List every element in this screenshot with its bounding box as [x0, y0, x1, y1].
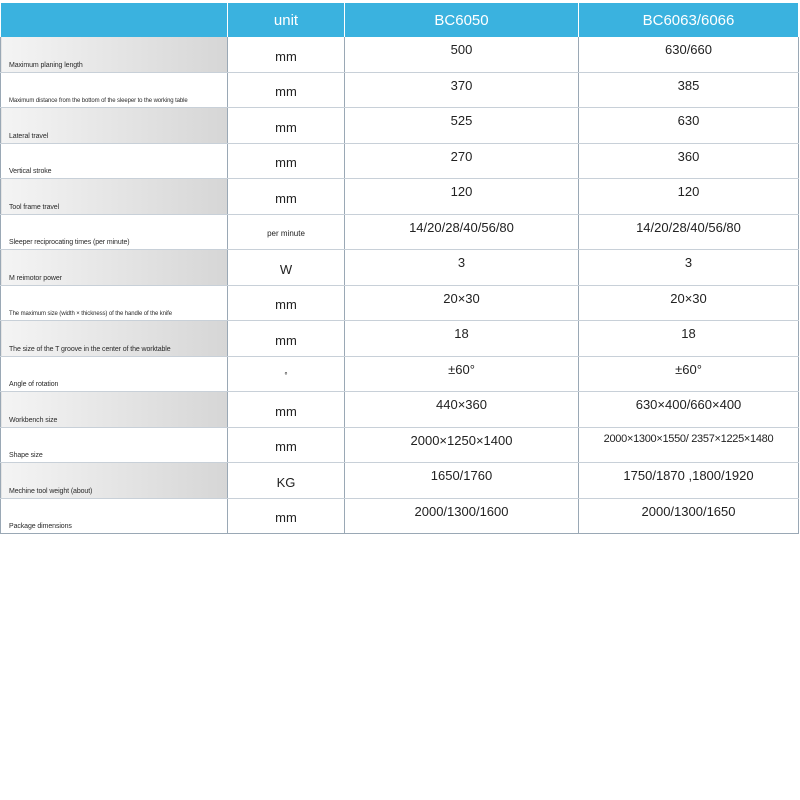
header-row: [1, 3, 799, 37]
spec-table: [0, 3, 799, 534]
model1-value: 370: [345, 72, 579, 108]
header-param: [1, 3, 228, 37]
model2-value: 630: [579, 108, 799, 144]
unit-cell: W: [228, 250, 345, 286]
model1-value: 20×30: [345, 285, 579, 321]
param-label: M reimotor power: [1, 250, 228, 286]
param-label: Shape size: [1, 427, 228, 463]
model1-value: ±60°: [345, 356, 579, 392]
model2-value: 120: [579, 179, 799, 215]
unit-cell: mm: [228, 179, 345, 215]
model2-value: 1750/1870 ,1800/1920: [579, 463, 799, 499]
model1-value: 120: [345, 179, 579, 215]
param-label: The maximum size (width × thickness) of the handle of the knife: [1, 285, 228, 321]
param-label: Lateral travel: [1, 108, 228, 144]
table-row: [1, 392, 799, 428]
table-row: [1, 214, 799, 250]
model2-value: 2000/1300/1650: [579, 498, 799, 534]
unit-cell: mm: [228, 321, 345, 357]
model1-value: 2000/1300/1600: [345, 498, 579, 534]
model2-value: 3: [579, 250, 799, 286]
model1-value: 270: [345, 143, 579, 179]
table-row: [1, 37, 799, 72]
param-label: Mechine tool weight (about): [1, 463, 228, 499]
unit-cell: °: [228, 356, 345, 392]
param-label: Angle of rotation: [1, 356, 228, 392]
table-row: [1, 321, 799, 357]
table-row: [1, 356, 799, 392]
model1-value: 14/20/28/40/56/80: [345, 214, 579, 250]
param-label: Vertical stroke: [1, 143, 228, 179]
table-row: [1, 498, 799, 534]
model1-value: 500: [345, 37, 579, 72]
unit-cell: mm: [228, 498, 345, 534]
unit-cell: mm: [228, 72, 345, 108]
param-label: The size of the T groove in the center of the worktable: [1, 321, 228, 357]
param-label: Maximum distance from the bottom of the sleeper to the working table: [1, 72, 228, 108]
table-row: [1, 427, 799, 463]
table-row: [1, 463, 799, 499]
table-header: [1, 3, 799, 37]
model2-value: 20×30: [579, 285, 799, 321]
model2-value: 630/660: [579, 37, 799, 72]
table-row: [1, 179, 799, 215]
model1-value: 3: [345, 250, 579, 286]
model2-value: 18: [579, 321, 799, 357]
model2-value: ±60°: [579, 356, 799, 392]
header-unit: unit: [228, 3, 345, 37]
model1-value: 525: [345, 108, 579, 144]
unit-cell: per minute: [228, 214, 345, 250]
table-row: [1, 143, 799, 179]
header-model-bc6050: BC6050: [345, 3, 579, 37]
unit-cell: mm: [228, 285, 345, 321]
param-label: Workbench size: [1, 392, 228, 428]
model1-value: 2000×1250×1400: [345, 427, 579, 463]
table-row: [1, 250, 799, 286]
model1-value: 440×360: [345, 392, 579, 428]
table-row: [1, 285, 799, 321]
unit-cell: KG: [228, 463, 345, 499]
unit-cell: mm: [228, 108, 345, 144]
model2-value: 385: [579, 72, 799, 108]
unit-cell: mm: [228, 143, 345, 179]
unit-cell: mm: [228, 392, 345, 428]
model2-value: 2000×1300×1550/ 2357×1225×1480: [579, 427, 799, 463]
unit-cell: mm: [228, 427, 345, 463]
table-row: [1, 72, 799, 108]
param-label: Tool frame travel: [1, 179, 228, 215]
table-row: [1, 108, 799, 144]
model2-value: 14/20/28/40/56/80: [579, 214, 799, 250]
header-model-bc6063-6066: BC6063/6066: [579, 3, 799, 37]
model1-value: 1650/1760: [345, 463, 579, 499]
param-label: Sleeper reciprocating times (per minute): [1, 214, 228, 250]
table-body: [1, 37, 799, 534]
model1-value: 18: [345, 321, 579, 357]
unit-cell: mm: [228, 37, 345, 72]
param-label: Package dimensions: [1, 498, 228, 534]
model2-value: 360: [579, 143, 799, 179]
param-label: Maximum planing length: [1, 37, 228, 72]
model2-value: 630×400/660×400: [579, 392, 799, 428]
